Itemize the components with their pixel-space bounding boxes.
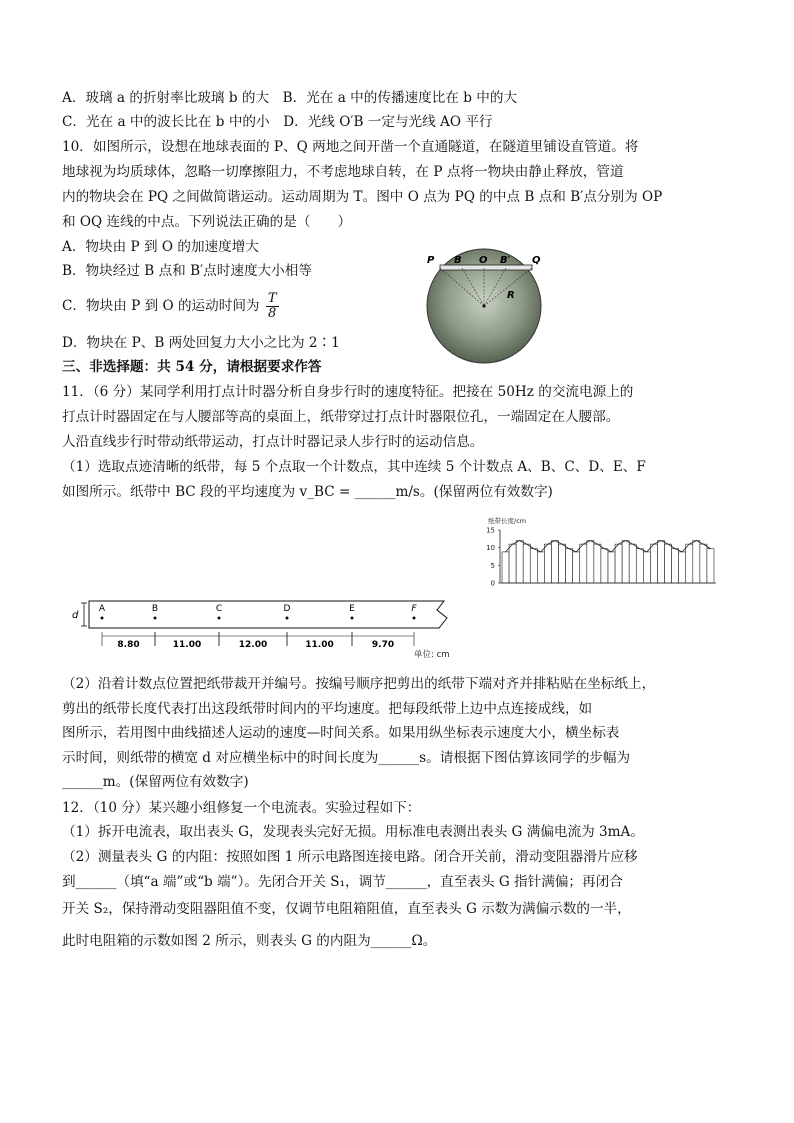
segment-length-label: 9.70: [371, 640, 395, 650]
q10-stem-line-1: 10．如图所示，设想在地球表面的 P、Q 两地之间开凿一个直通隧道，在隧道里铺设直管道。将: [62, 139, 639, 155]
chart-ytick-label: 0: [490, 579, 495, 588]
q11-line-3: 人沿直线步行时带动纸带运动，打点计时器记录人步行时的运动信息。: [62, 434, 484, 450]
q11-line-2: 打点计时器固定在与人腰部等高的桌面上，纸带穿过打点计时器限位孔，一端固定在人腰部。: [62, 409, 620, 425]
q10-option-c-text: C．物块由 P 到 O 的运动时间为: [62, 298, 260, 314]
chart-bar: [629, 544, 636, 583]
chart-bar: [530, 549, 537, 583]
q9-options-line-2: [62, 113, 493, 131]
chart-bar: [636, 549, 643, 583]
q11-line-4: （1）选取点迹清晰的纸带，每 5 个点取一个计数点，其中连续 5 个计数点 A、B、C、D、E、F: [62, 459, 646, 475]
tape-point-label: B: [151, 604, 159, 614]
chart-bar: [502, 552, 509, 583]
q11-line-5: 如图所示。纸带中 BC 段的平均速度为 v_BC = ______m/s。(保留两位有效数字): [62, 484, 553, 500]
tape-point-label: D: [283, 604, 291, 614]
chart-bar: [566, 549, 573, 583]
fraction-denominator: 8: [268, 306, 277, 321]
label-p: P: [427, 255, 435, 266]
q11-line-10: ______m。(保留两位有效数字): [62, 774, 249, 790]
chart-bar: [509, 544, 516, 583]
chart-bar: [523, 544, 530, 583]
q9-options-line-1: [62, 89, 517, 107]
tape-point-label: F: [411, 604, 417, 614]
q12-line-5: 开关 S₂，保持滑动变阻器阻值不变，仅调节电阻箱阻值，直至表头 G 示数为满偏示数的一半，: [62, 901, 631, 917]
q12-line-1: 12．（10 分）某兴趣小组修复一个电流表。实验过程如下：: [62, 800, 421, 816]
q12-line-6: 此时电阻箱的示数如图 2 所示，则表头 G 的内阻为______Ω。: [62, 933, 437, 949]
chart-bar: [679, 552, 686, 583]
q11-line-1: 11．（6 分）某同学利用打点计时器分析自身步行时的速度特征。把接在 50Hz 的交流电源上的: [62, 384, 634, 400]
chart-ytick-label: 15: [486, 526, 495, 535]
chart-bar: [615, 544, 622, 583]
chart-bar: [573, 552, 580, 583]
tape-point: [218, 617, 221, 620]
chart-bar: [700, 544, 707, 583]
q10-option-c: [62, 290, 279, 322]
chart-bar: [657, 541, 664, 583]
chart-bar: [559, 544, 566, 583]
chart-bar: [650, 544, 657, 583]
chart-ytick-label: 10: [486, 544, 495, 553]
label-o: O: [479, 255, 488, 266]
chart-bar: [594, 544, 601, 583]
q11-line-6: （2）沿着计数点位置把纸带裁开并编号。按编号顺序把剪出的纸带下端对齐并排粘贴在坐标纸上，: [62, 676, 656, 692]
fraction-numerator: T: [267, 291, 277, 306]
q11-line-7: 剪出的纸带长度代表打出这段纸带时间内的平均速度。把每段纸带上边中点连接成线，如: [62, 701, 593, 717]
q11-line-9: 示时间，则纸带的横宽 d 对应横坐标中的时间长度为______s。请根据下图估算该同学的步幅为: [62, 750, 631, 766]
tape-point: [286, 617, 289, 620]
segment-length-label: 12.00: [238, 640, 268, 650]
earth-center-dot: [482, 304, 485, 307]
chart-bar: [537, 552, 544, 583]
q10-stem-line-4: 和 OQ 连线的中点。下列说法正确的是（ ）: [62, 214, 352, 230]
q10-option-c-fraction: [266, 292, 279, 321]
paper-tape-figure: [62, 596, 482, 660]
q9-option-d: D．光线 O′B 一定与光线 AO 平行: [283, 114, 493, 130]
chart-ytick-label: 5: [490, 561, 495, 570]
q11-line-8: 图所示，若用图中曲线描述人运动的速度—时间关系。如果用纵坐标表示速度大小，横坐标表: [62, 725, 620, 741]
q10-option-a: A．物块由 P 到 O 的加速度增大: [62, 239, 259, 255]
chart-bar: [551, 541, 558, 583]
chart-bar: [665, 544, 672, 583]
earth-tunnel-figure: [418, 248, 558, 366]
q10-option-b: B．物块经过 B 点和 B′点时速度大小相等: [62, 263, 312, 279]
chart-bar: [544, 544, 551, 583]
segment-length-label: 8.80: [117, 640, 140, 650]
segment-length-label: 11.00: [305, 640, 334, 650]
q12-line-3: （2）测量表头 G 的内阻：按照如图 1 所示电路图连接电路。闭合开关前，滑动变阻器滑片应移: [62, 849, 638, 865]
q9-option-c: C．光在 a 中的波长比在 b 中的小: [62, 114, 270, 130]
tape-point: [351, 617, 354, 620]
q9-option-a: A．玻璃 a 的折射率比玻璃 b 的大: [62, 90, 270, 106]
paper-strip-chart: [480, 512, 720, 592]
tape-point: [154, 617, 157, 620]
label-r: R: [507, 290, 515, 301]
label-q: Q: [532, 255, 541, 266]
chart-bar: [707, 549, 714, 583]
paper-tape: [89, 601, 447, 628]
segment-length-label: 11.00: [172, 640, 202, 650]
tape-point-label: E: [349, 604, 355, 614]
q12-line-4: 到______（填“a 端”或“b 端”）。先闭合开关 S₁，调节______，直至表头 G 指针满偏；再闭合: [62, 874, 623, 890]
q10-stem-line-3: 内的物块会在 PQ 之间做简谐运动。运动周期为 T。图中 O 点为 PQ 的中点 B 点和 B′点分别为 OP: [62, 189, 663, 205]
tape-width-label: d: [72, 610, 79, 621]
chart-bar: [686, 544, 693, 583]
velocity-curve: [506, 541, 711, 552]
tape-unit-label: 单位: cm: [414, 650, 450, 660]
label-b-prime: B′: [500, 255, 511, 266]
q10-stem-line-2: 地球视为均质球体，忽略一切摩擦阻力，不考虑地球自转，在 P 点将一物块由静止释放，管道: [62, 164, 624, 180]
chart-bar: [622, 541, 629, 583]
q12-line-2: （1）拆开电流表，取出表头 G，发现表头完好无损。用标准电表测出表头 G 满偏电流为 3mA。: [62, 824, 644, 840]
section-3-heading: 三、非选择题：共 54 分，请根据要求作答: [62, 359, 322, 375]
chart-bar: [672, 549, 679, 583]
chart-bar: [601, 549, 608, 583]
label-b: B: [454, 255, 462, 266]
chart-bar: [580, 544, 587, 583]
q9-option-b: B．光在 a 中的传播速度比在 b 中的大: [282, 90, 518, 106]
chart-bar: [608, 552, 615, 583]
tape-point-label: C: [215, 604, 223, 614]
tape-point-label: A: [98, 604, 106, 614]
chart-ylabel: 纸带长度/cm: [488, 517, 527, 525]
q10-option-d: D．物块在 P、B 两处回复力大小之比为 2∶1: [62, 335, 340, 351]
chart-bar: [516, 541, 523, 583]
tape-point: [413, 617, 416, 620]
chart-bar: [693, 541, 700, 583]
tape-point: [101, 617, 104, 620]
chart-bar: [587, 541, 594, 583]
chart-bar: [643, 552, 650, 583]
